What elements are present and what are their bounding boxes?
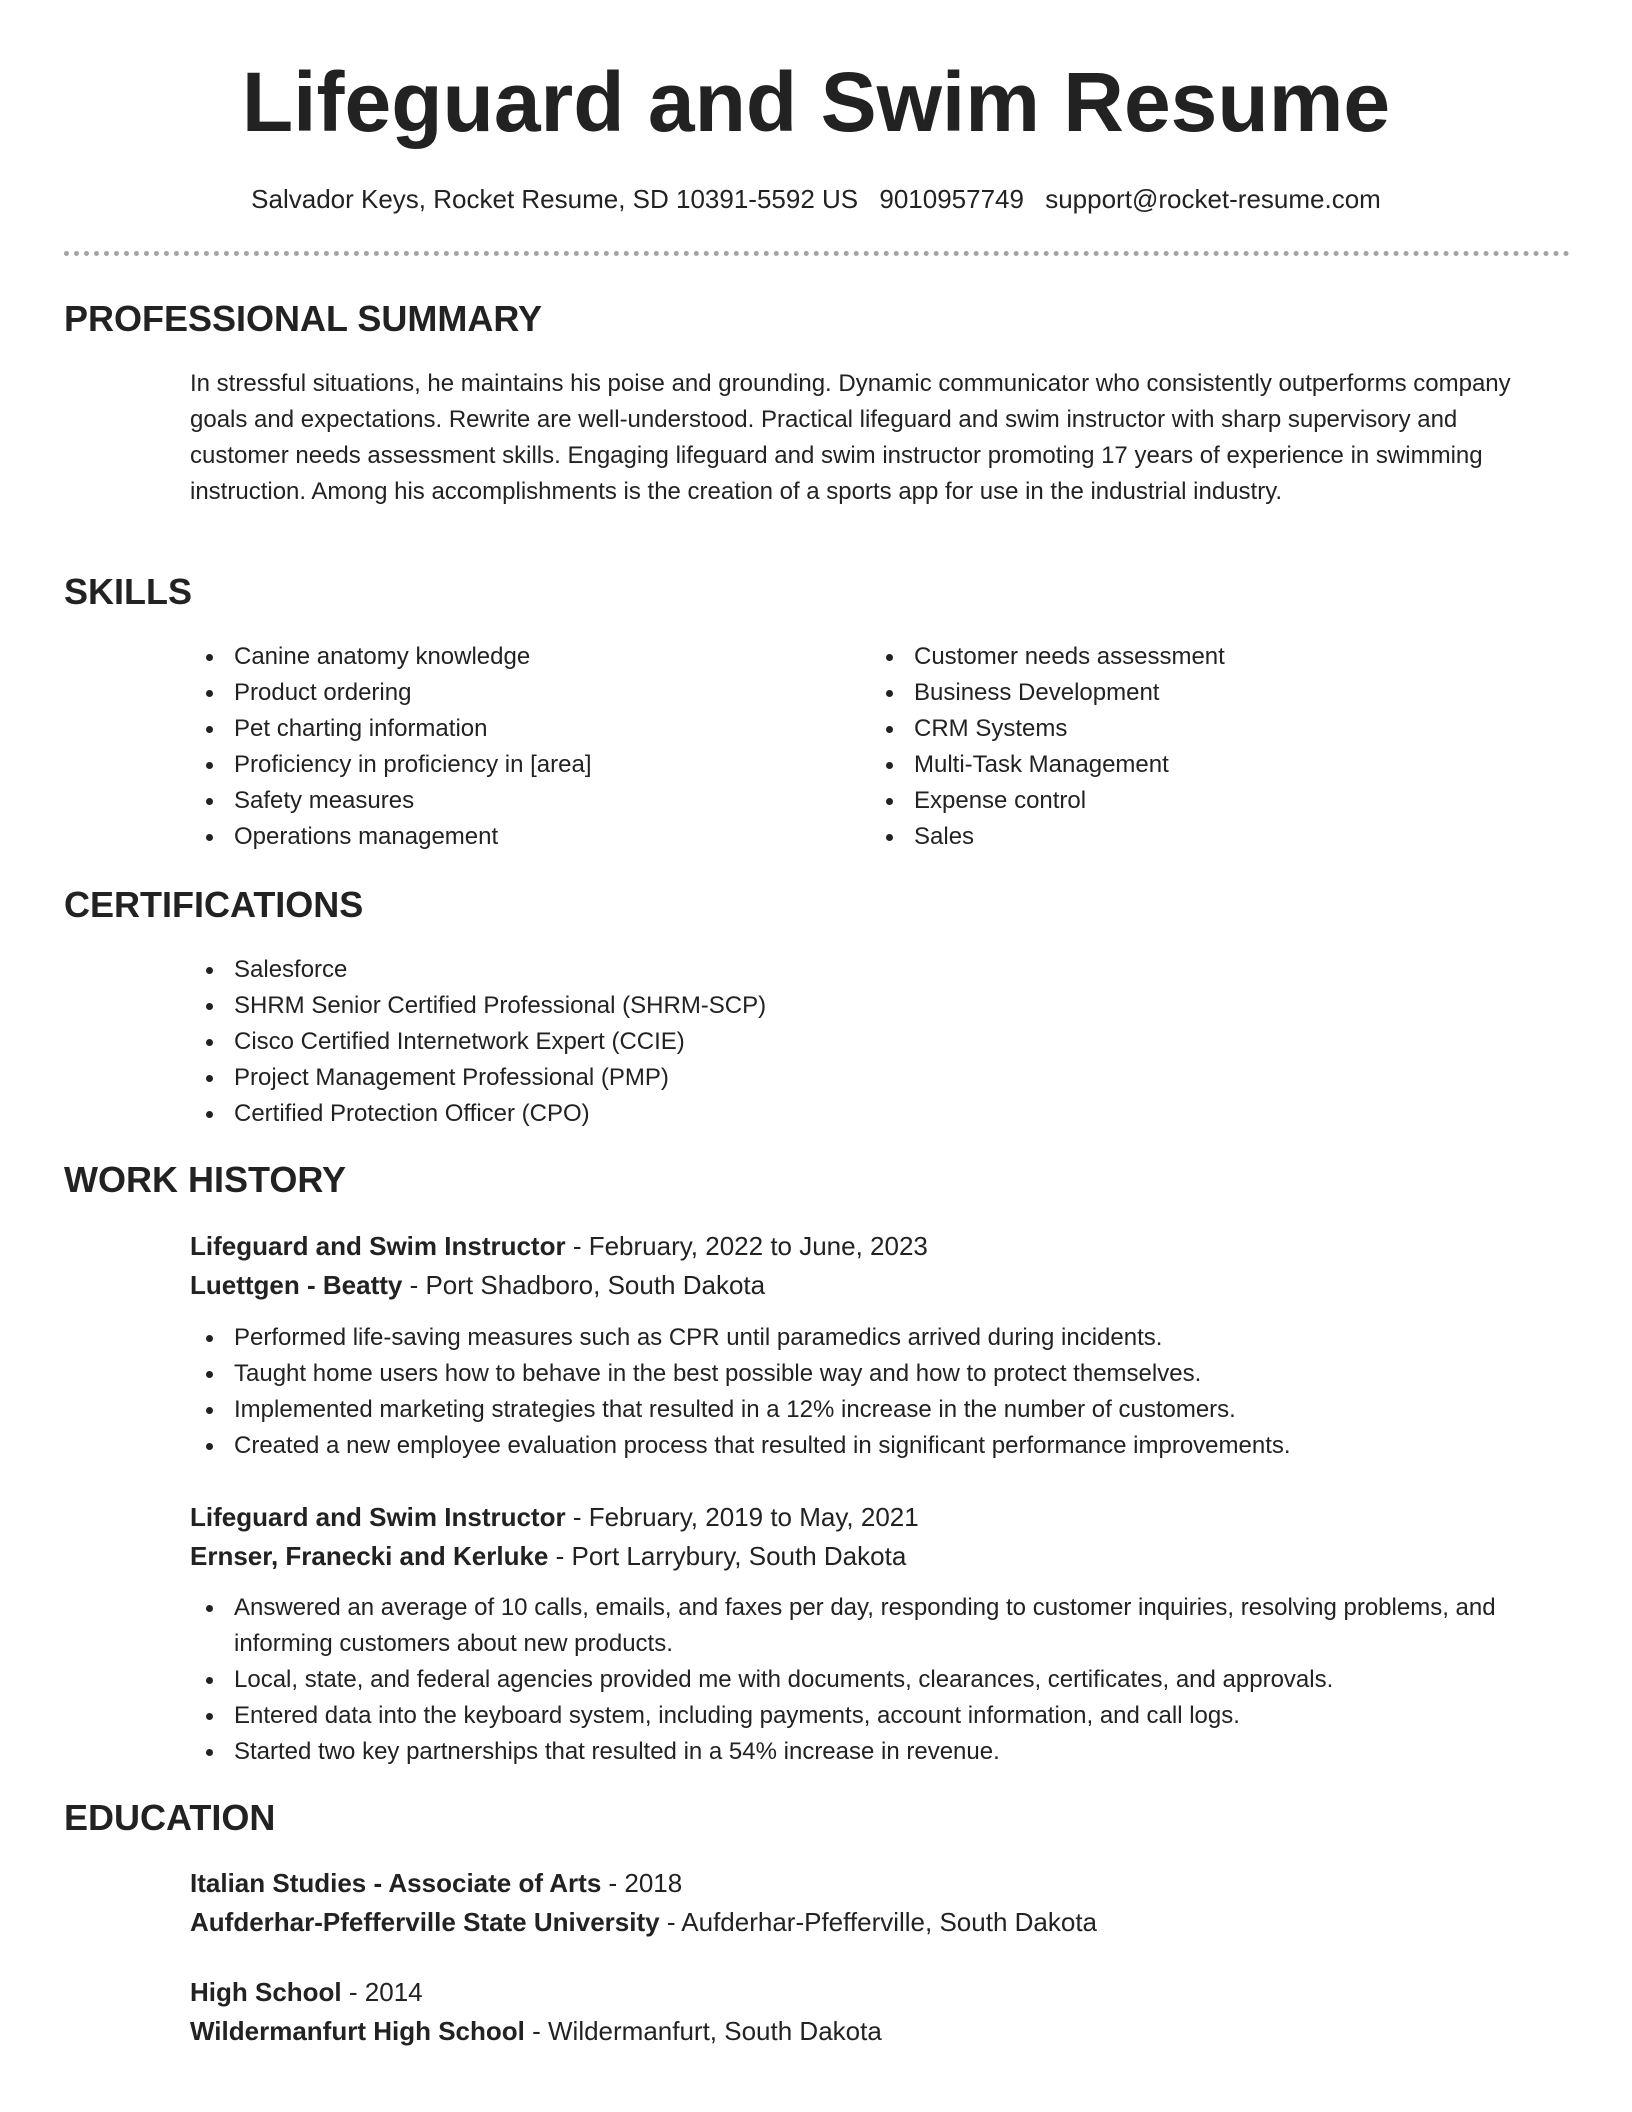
work-history-heading: WORK HISTORY [64, 1159, 347, 1200]
summary-heading: PROFESSIONAL SUMMARY [64, 298, 543, 339]
list-item: Operations management [190, 819, 850, 855]
list-item: Performed life-saving measures such as CPR until paramedics arrived during incidents. [190, 1320, 1560, 1356]
list-item: Local, state, and federal agencies provided me with documents, clearances, certificates, and approvals. [190, 1662, 1560, 1698]
list-item: Entered data into the keyboard system, including payments, account information, and call logs. [190, 1698, 1560, 1734]
edu-1-year: - 2018 [601, 1868, 683, 1898]
summary-text: In stressful situations, he maintains his poise and grounding. Dynamic communicator who consistently outperforms company goals and expectations. Rewrite are well-understood. Practical lifeguard and swim instructor with sharp supervisory and customer needs assessment skills. Engaging lifeguard and swim instructor promoting 17 years of experience in swimming instruction. Among his accomplishments is the creation of a sports app for use in the industrial industry. [190, 370, 1511, 505]
job-2-title: Lifeguard and Swim Instructor [190, 1502, 566, 1532]
contact-phone: 9010957749 [879, 184, 1024, 214]
job-1-list [190, 1320, 1560, 1464]
edu-2-year: - 2014 [341, 1977, 423, 2007]
job-1-title-line [190, 1227, 928, 1265]
list-item: Taught home users how to behave in the best possible way and how to protect themselves. [190, 1356, 1560, 1392]
contact-address: Salvador Keys, Rocket Resume, SD 10391-5592 US [251, 184, 859, 214]
job-1-title: Lifeguard and Swim Instructor [190, 1231, 566, 1261]
list-item: Started two key partnerships that resulted in a 54% increase in revenue. [190, 1734, 1560, 1770]
job-2-bullets [190, 1590, 1560, 1770]
edu-2-location: - Wildermanfurt, South Dakota [524, 2016, 882, 2046]
job-1-company: Luettgen - Beatty [190, 1270, 403, 1300]
edu-1-location: - Aufderhar-Pfefferville, South Dakota [659, 1907, 1098, 1937]
edu-1-degree-line [190, 1864, 682, 1902]
job-2-company: Ernser, Franecki and Kerluke [190, 1541, 549, 1571]
list-item: Expense control [870, 783, 1530, 819]
list-item: Answered an average of 10 calls, emails, and faxes per day, responding to customer inquiries, resolving problems, and informing customers about new products. [190, 1590, 1560, 1662]
list-item: Safety measures [190, 783, 850, 819]
list-item: Implemented marketing strategies that resulted in a 12% increase in the number of customers. [190, 1392, 1560, 1428]
edu-1-school-line [190, 1903, 1097, 1941]
list-item: Customer needs assessment [870, 639, 1530, 675]
job-2-list [190, 1590, 1560, 1770]
list-item: Business Development [870, 675, 1530, 711]
job-2-location: - Port Larrybury, South Dakota [548, 1541, 907, 1571]
job-1-bullets [190, 1320, 1560, 1464]
skills-column-right [870, 639, 1530, 855]
edu-2-school: Wildermanfurt High School [190, 2016, 525, 2046]
edu-2-degree-line [190, 1973, 423, 2011]
resume-title: Lifeguard and Swim Resume [241, 55, 1391, 149]
job-1-dates: - February, 2022 to June, 2023 [565, 1231, 928, 1261]
certifications-block [190, 952, 1560, 1132]
edu-1-school: Aufderhar-Pfefferville State University [190, 1907, 660, 1937]
education-heading: EDUCATION [64, 1797, 276, 1838]
list-item: CRM Systems [870, 711, 1530, 747]
job-1-location: - Port Shadboro, South Dakota [402, 1270, 766, 1300]
certifications-list [190, 952, 1560, 1132]
job-1-org-line [190, 1266, 765, 1304]
skills-list-right [870, 639, 1530, 855]
list-item: Created a new employee evaluation process that resulted in significant performance improvements. [190, 1428, 1560, 1464]
list-item: Pet charting information [190, 711, 850, 747]
certifications-heading: CERTIFICATIONS [64, 884, 364, 925]
list-item: Proficiency in proficiency in [area] [190, 747, 850, 783]
job-2-title-line [190, 1498, 919, 1536]
list-item: Certified Protection Officer (CPO) [190, 1096, 1560, 1132]
contact-line [0, 181, 1632, 217]
edu-2-degree: High School [190, 1977, 342, 2007]
job-2-org-line [190, 1537, 906, 1575]
skills-heading: SKILLS [64, 571, 193, 612]
list-item: SHRM Senior Certified Professional (SHRM-SCP) [190, 988, 1560, 1024]
skills-list-left [190, 639, 850, 855]
list-item: Salesforce [190, 952, 1560, 988]
edu-1-degree: Italian Studies - Associate of Arts [190, 1868, 602, 1898]
list-item: Project Management Professional (PMP) [190, 1060, 1560, 1096]
header-divider [64, 251, 1570, 256]
contact-email: support@rocket-resume.com [1045, 184, 1381, 214]
edu-2-school-line [190, 2012, 882, 2050]
list-item: Product ordering [190, 675, 850, 711]
list-item: Sales [870, 819, 1530, 855]
job-2-dates: - February, 2019 to May, 2021 [565, 1502, 919, 1532]
skills-column-left [190, 639, 850, 855]
list-item: Cisco Certified Internetwork Expert (CCIE) [190, 1024, 1560, 1060]
list-item: Multi-Task Management [870, 747, 1530, 783]
list-item: Canine anatomy knowledge [190, 639, 850, 675]
